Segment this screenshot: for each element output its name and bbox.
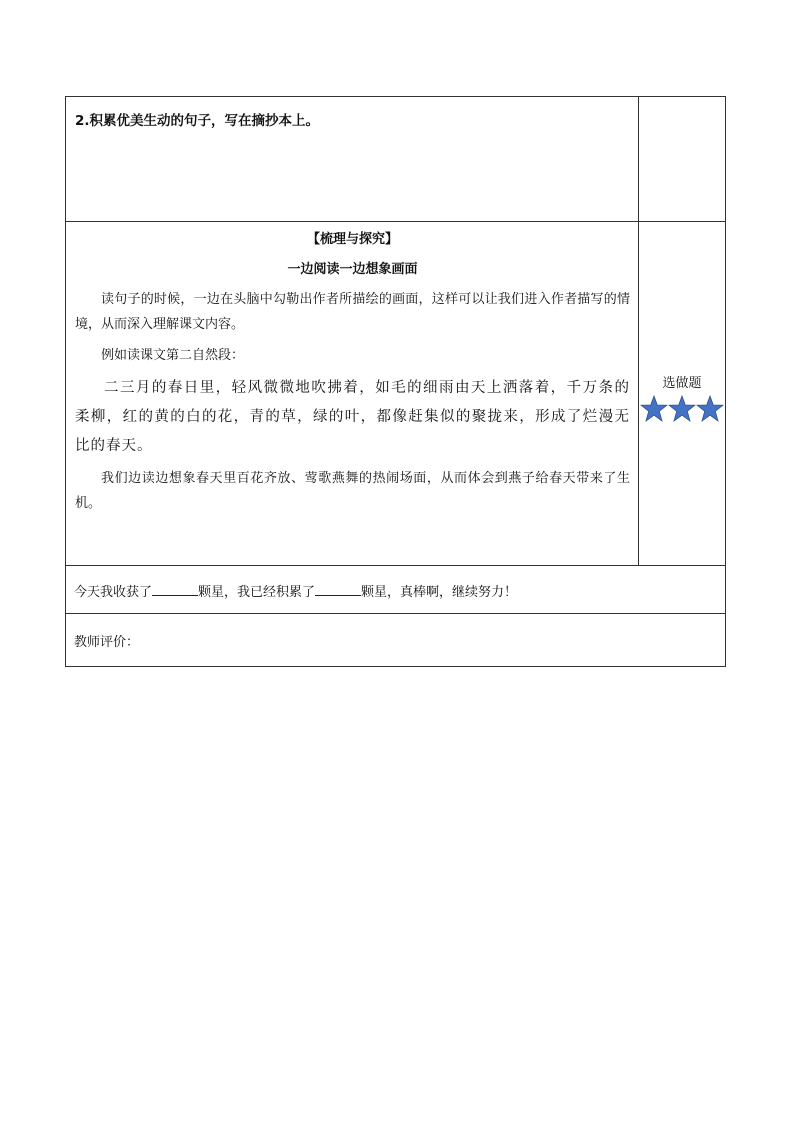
teacher-evaluation-label: 教师评价： xyxy=(74,635,140,650)
section-subtitle: 一边阅读一边想象画面 xyxy=(287,262,418,277)
star-icon xyxy=(668,395,696,422)
summary-part-3: 颗星，真棒啊，继续努力！ xyxy=(361,585,518,600)
task-side-cell xyxy=(639,97,726,222)
star-icon xyxy=(696,395,724,422)
summary-part-2: 颗星，我已经积累了 xyxy=(198,585,316,600)
quoted-passage: 二三月的春日里，轻风微微地吹拂着，如毛的细雨由天上洒落着，千万条的柔柳，红的黄的白的花，青的草，绿的叶，都像赶集似的聚拢来，形成了烂漫无比的春天。 xyxy=(75,380,630,454)
summary-text xyxy=(66,566,725,600)
paragraph-conclusion: 我们边读边想象春天里百花齐放、莺歌燕舞的热闹场面，从而体会到燕子给春天带来了生机。 xyxy=(75,471,630,511)
task-2-text: 2.积累优美生动的句子，写在摘抄本上。 xyxy=(75,113,320,129)
worksheet-table xyxy=(65,96,726,667)
task-cell xyxy=(66,97,639,222)
section-title: 【梳理与探究】 xyxy=(306,232,398,247)
task-row xyxy=(66,97,726,222)
stars-earned-blank[interactable] xyxy=(152,583,198,596)
section-row xyxy=(66,222,726,566)
summary-part-1: 今天我收获了 xyxy=(74,585,153,600)
star-icon xyxy=(640,395,668,422)
optional-task-label: 选做题 xyxy=(662,375,702,391)
paragraph-example: 例如读课文第二自然段： xyxy=(101,348,245,363)
summary-row xyxy=(66,566,726,614)
star-rating xyxy=(639,395,725,422)
optional-task-cell xyxy=(639,222,726,566)
paragraph-intro: 读句子的时候，一边在头脑中勾勒出作者所描绘的画面，这样可以让我们进入作者描写的情境，从而深入理解课文内容。 xyxy=(75,292,630,332)
teacher-cell xyxy=(66,614,726,667)
teacher-row xyxy=(66,614,726,667)
section-cell xyxy=(66,222,639,566)
stars-total-blank[interactable] xyxy=(315,583,361,596)
summary-cell xyxy=(66,566,726,614)
